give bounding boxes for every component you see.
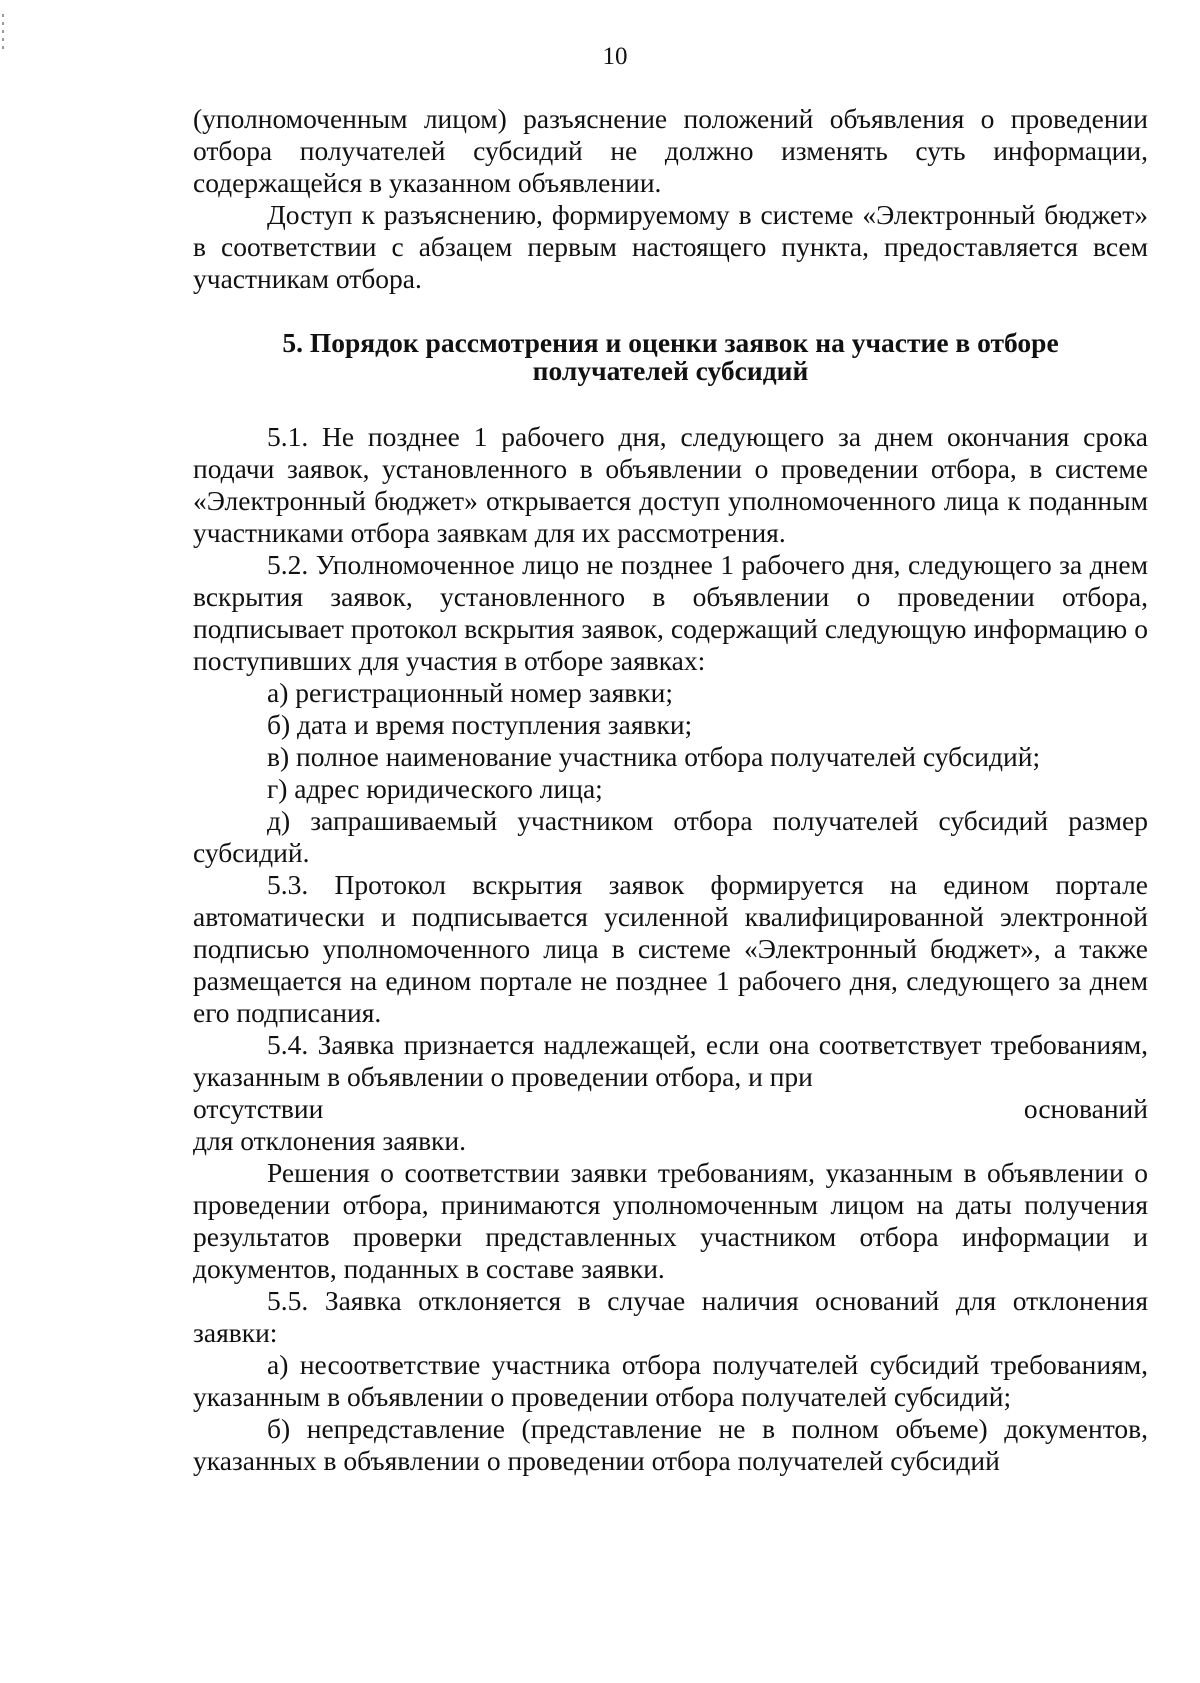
clause-5-4-gap-line <box>193 1093 1148 1125</box>
clause-5-4: 5.4. Заявка признается надлежащей, если она соответствует требованиям, указанным в объявлении о проведении отбора, и при <box>193 1029 1148 1092</box>
clause-5-2-g: г) адрес юридического лица; <box>267 773 603 804</box>
clause-5-5: 5.5. Заявка отклоняется в случае наличия оснований для отклонения заявки: <box>193 1285 1148 1348</box>
document-body <box>193 103 1148 1477</box>
paragraph-access: Доступ к разъяснению, формируемому в системе «Электронный бюджет» в соответствии с абзацем первым настоящего пункта, предоставляется всем участникам отбора. <box>193 199 1148 294</box>
clause-5-2-v: в) полное наименование участника отбора получателей субсидий; <box>267 741 1041 772</box>
section-heading-line2: получателей субсидий <box>532 355 809 386</box>
page-number: 10 <box>602 43 628 70</box>
clause-5-4-decision: Решения о соответствии заявки требованиям, указанным в объявлении о проведении отбора, принимаются уполномоченным лицом на даты получения результатов проверки представленных участником отбора информации и документов, поданных в составе заявки. <box>193 1157 1148 1284</box>
section-heading <box>193 329 1148 385</box>
clause-5-4-end: для отклонения заявки. <box>193 1125 467 1156</box>
paragraph-continuation: (уполномоченным лицом) разъяснение положений объявления о проведении отбора получателей субсидий не должно изменять суть информации, содержащейся в указанном объявлении. <box>193 103 1148 198</box>
clause-5-2-a: а) регистрационный номер заявки; <box>267 677 673 708</box>
clause-5-2-b: б) дата и время поступления заявки; <box>267 709 693 740</box>
clause-5-5-b: б) непредставление (представление не в полном объеме) документов, указанных в объявлении о проведении отбора получателей субсидий <box>193 1413 1148 1476</box>
clause-5-3: 5.3. Протокол вскрытия заявок формируется на едином портале автоматически и подписывается усиленной квалифицированной электронной подписью уполномоченного лица в системе «Электронный бюджет», а также размещается на едином портале не позднее 1 рабочего дня, следующего за днем его подписания. <box>193 869 1148 1028</box>
section-heading-line1: 5. Порядок рассмотрения и оценки заявок на участие в отборе <box>282 327 1059 358</box>
clause-5-1: 5.1. Не позднее 1 рабочего дня, следующего за днем окончания срока подачи заявок, установленного в объявлении о проведении отбора, в системе «Электронный бюджет» открывается доступ уполномоченного лица к поданным участниками отбора заявкам для их рассмотрения. <box>193 421 1148 548</box>
clause-5-4-gap-left: отсутствии <box>193 1093 324 1124</box>
clause-5-5-a: а) несоответствие участника отбора получателей субсидий требованиям, указанным в объявлении о проведении отбора получателей субсидий; <box>193 1349 1148 1412</box>
clause-5-2: 5.2. Уполномоченное лицо не позднее 1 рабочего дня, следующего за днем вскрытия заявок, установленного в объявлении о проведении отбора, подписывает протокол вскрытия заявок, содержащий следующую информацию о поступивших для участия в отборе заявках: <box>193 549 1148 676</box>
clause-5-2-d: д) запрашиваемый участником отбора получателей субсидий размер субсидий. <box>193 805 1148 868</box>
clause-5-4-gap-right: оснований <box>1023 1093 1148 1124</box>
